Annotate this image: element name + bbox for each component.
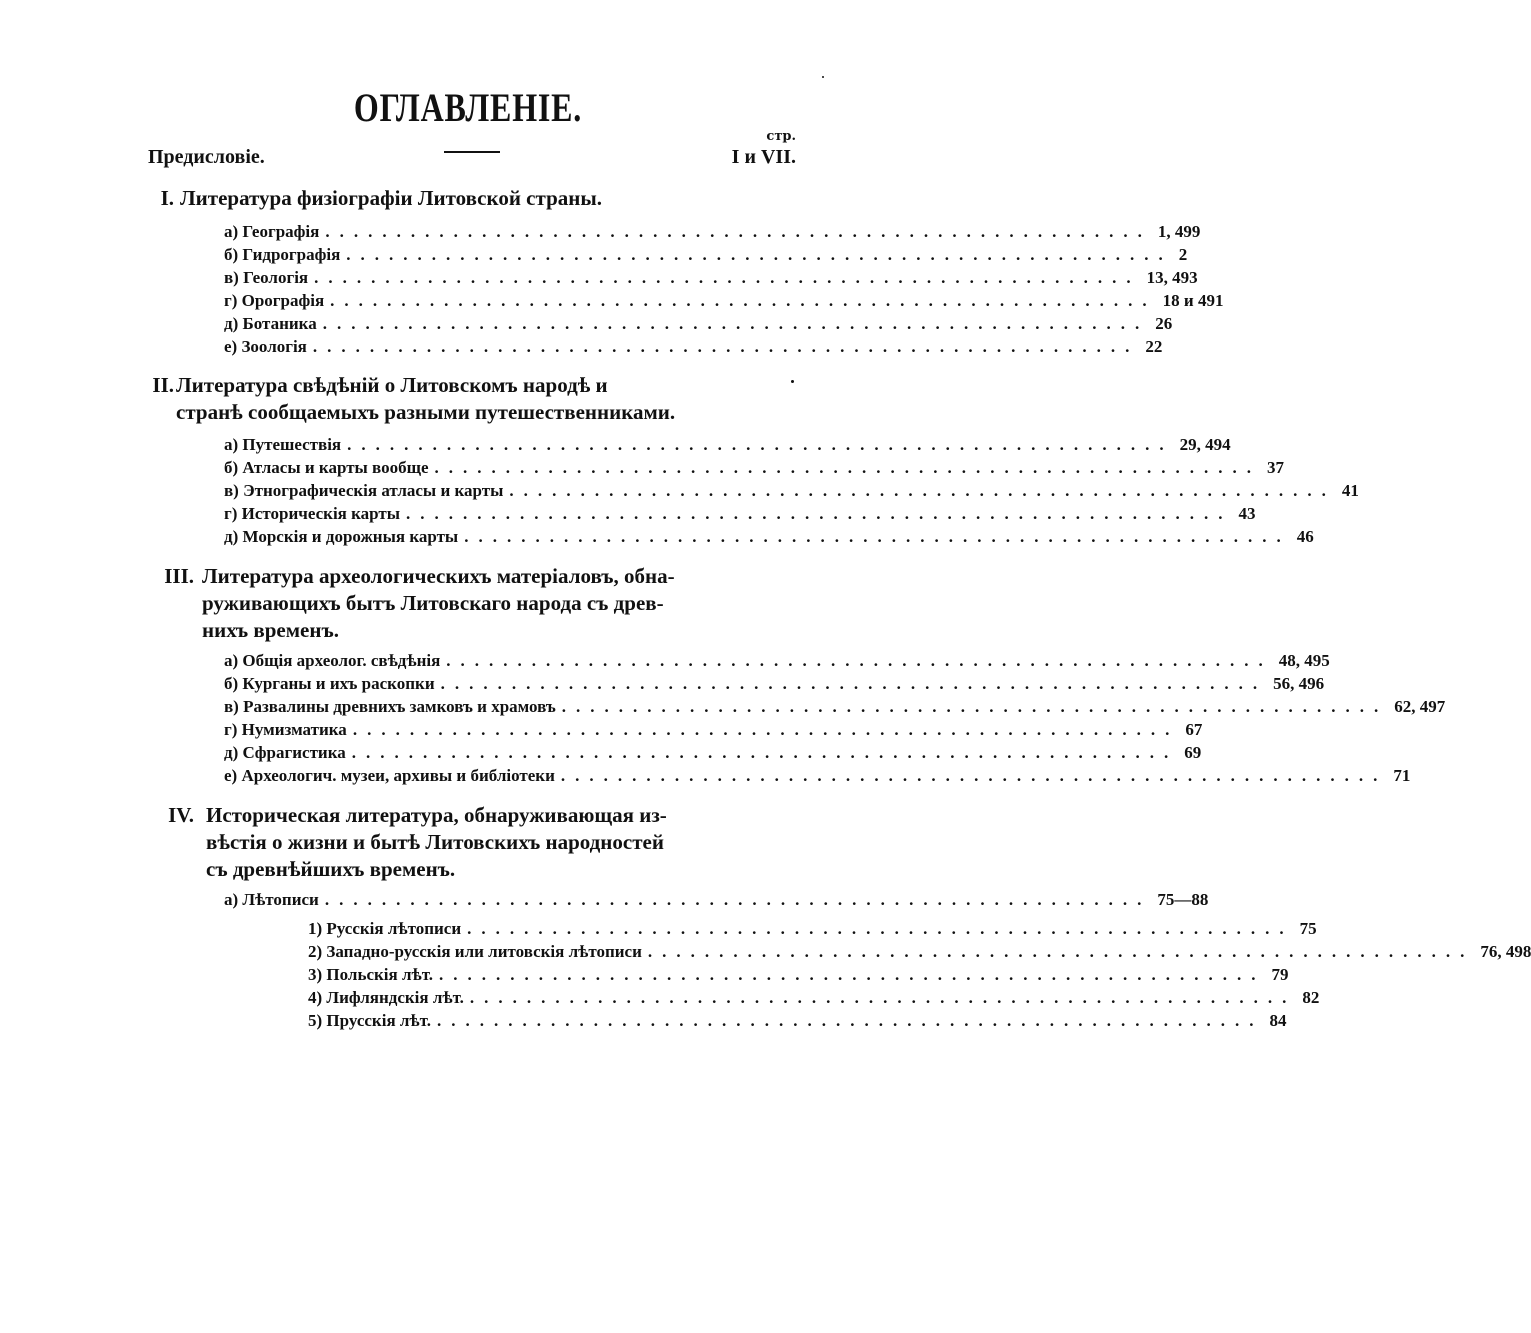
toc-entry-label: в) Этнографическія атласы и карты bbox=[224, 481, 504, 500]
toc-entry-pages: 67 bbox=[1185, 720, 1203, 739]
toc-entry-label: е) Зоологія bbox=[224, 337, 307, 356]
leader-dots: .......................................................... bbox=[440, 674, 1268, 693]
leader-dots: .......................................................... bbox=[647, 942, 1475, 961]
toc-entry-label: б) Атласы и карты вообще bbox=[224, 458, 429, 477]
toc-entry-label: г) Историческія карты bbox=[224, 504, 401, 523]
toc-entry-label: д) Морскія и дорожныя карты bbox=[224, 527, 459, 546]
leader-dots: .......................................................... bbox=[560, 766, 1388, 785]
toc-entry bbox=[224, 890, 1209, 912]
toc-entry bbox=[224, 245, 1188, 267]
toc-entry bbox=[224, 222, 1201, 244]
stray-ink-mark bbox=[822, 76, 824, 78]
section-number: I. bbox=[160, 186, 174, 210]
toc-entry-pages: 71 bbox=[1393, 766, 1411, 785]
toc-entry bbox=[224, 527, 1314, 549]
leader-dots: .......................................................... bbox=[561, 697, 1389, 716]
toc-entry-label: а) Путешествія bbox=[224, 435, 342, 454]
toc-subentry bbox=[308, 1011, 1287, 1033]
section-heading-line: съ древнѣйшихъ временъ. bbox=[206, 857, 456, 881]
preface-rule bbox=[444, 151, 500, 153]
toc-entry-pages: 22 bbox=[1145, 337, 1163, 356]
toc-entry-label: а) Географія bbox=[224, 222, 320, 241]
toc-entry bbox=[224, 674, 1325, 696]
toc-entry bbox=[224, 435, 1231, 457]
leader-dots: .......................................................... bbox=[406, 504, 1233, 523]
toc-entry bbox=[224, 743, 1202, 765]
toc-entry-pages: 56, 496 bbox=[1273, 674, 1325, 693]
toc-entry-label: д) Ботаника bbox=[224, 314, 317, 333]
leader-dots: .......................................................... bbox=[469, 988, 1297, 1007]
toc-entry bbox=[224, 314, 1173, 336]
toc-entry-pages: 75 bbox=[1299, 919, 1317, 938]
leader-dots: .......................................................... bbox=[347, 435, 1174, 454]
leader-dots: .......................................................... bbox=[464, 527, 1291, 546]
toc-subentry bbox=[308, 919, 1317, 941]
toc-entry bbox=[224, 504, 1256, 526]
toc-entry-label: а) Лѣтописи bbox=[224, 890, 319, 909]
leader-dots: .......................................................... bbox=[352, 720, 1180, 739]
toc-entry-label: в) Геологія bbox=[224, 268, 309, 287]
toc-entry-pages: 43 bbox=[1238, 504, 1256, 523]
toc-entry-label: д) Сфрагистика bbox=[224, 743, 346, 762]
leader-dots: .......................................................... bbox=[346, 245, 1173, 264]
leader-dots: .......................................................... bbox=[434, 458, 1262, 477]
toc-entry bbox=[224, 291, 1224, 313]
toc-entry-pages: 84 bbox=[1269, 1011, 1287, 1030]
toc-entry-label: е) Археологич. музеи, архивы и библіотеки bbox=[224, 766, 555, 785]
leader-dots: .......................................................... bbox=[351, 743, 1179, 762]
toc-entry-pages: 13, 493 bbox=[1146, 268, 1198, 287]
toc-entry bbox=[224, 481, 1359, 503]
toc-entry-pages: 2 bbox=[1178, 245, 1188, 264]
toc-entry-pages: 1, 499 bbox=[1157, 222, 1201, 241]
toc-entry-label: в) Развалины древнихъ замковъ и храмовъ bbox=[224, 697, 556, 716]
toc-entry bbox=[224, 651, 1330, 673]
section-number: IV. bbox=[168, 803, 194, 827]
toc-entry-label: 4) Лифляндскія лѣт. bbox=[308, 988, 464, 1007]
leader-dots: .......................................................... bbox=[324, 890, 1152, 909]
toc-entry-label: 5) Прусскія лѣт. bbox=[308, 1011, 431, 1030]
toc-entry-pages: 76, 498 bbox=[1480, 942, 1531, 961]
section-heading-line: Историческая литература, обнаруживающая из- bbox=[206, 803, 667, 827]
section-number: II. bbox=[152, 373, 174, 397]
leader-dots: .......................................................... bbox=[509, 481, 1336, 500]
toc-entry-pages: 69 bbox=[1184, 743, 1202, 762]
toc-entry-pages: 29, 494 bbox=[1179, 435, 1231, 454]
toc-entry-pages: 48, 495 bbox=[1278, 651, 1330, 670]
toc-entry-pages: 62, 497 bbox=[1394, 697, 1446, 716]
toc-entry-pages: 46 bbox=[1296, 527, 1314, 546]
page-column-label: стр. bbox=[766, 129, 796, 144]
section-heading-line: нихъ временъ. bbox=[202, 618, 339, 642]
section-heading-line: руживающихъ бытъ Литовскаго народа съ древ- bbox=[202, 591, 664, 615]
toc-subentry bbox=[308, 965, 1289, 987]
toc-entry-pages: 41 bbox=[1341, 481, 1359, 500]
leader-dots: .......................................................... bbox=[446, 651, 1273, 670]
leader-dots: .......................................................... bbox=[314, 268, 1141, 287]
toc-entry-label: б) Курганы и ихъ раскопки bbox=[224, 674, 435, 693]
leader-dots: .......................................................... bbox=[325, 222, 1152, 241]
leader-dots: .......................................................... bbox=[322, 314, 1150, 333]
toc-entry-pages: 18 и 491 bbox=[1162, 291, 1224, 310]
leader-dots: .......................................................... bbox=[330, 291, 1157, 310]
toc-entry bbox=[224, 268, 1198, 290]
toc-entry-label: б) Гидрографія bbox=[224, 245, 341, 264]
toc-entry-pages: 26 bbox=[1155, 314, 1173, 333]
section-heading-line: Литература свѣдѣній о Литовскомъ народѣ и bbox=[176, 373, 608, 397]
leader-dots: .......................................................... bbox=[312, 337, 1140, 356]
toc-subentry bbox=[308, 942, 1531, 964]
toc-entry bbox=[224, 720, 1203, 742]
toc-entry-label: 1) Русскія лѣтописи bbox=[308, 919, 462, 938]
toc-entry-pages: 37 bbox=[1267, 458, 1285, 477]
section-heading-line: Литература археологическихъ матеріаловъ, обна- bbox=[202, 564, 675, 588]
leader-dots: .......................................................... bbox=[439, 965, 1266, 984]
preface-pages: I и VII. bbox=[731, 146, 796, 168]
toc-entry bbox=[224, 766, 1411, 788]
section-number: III. bbox=[164, 564, 194, 588]
toc-entry-pages: 75—88 bbox=[1157, 890, 1209, 909]
toc-entry-label: г) Орографія bbox=[224, 291, 325, 310]
leader-dots: .......................................................... bbox=[436, 1011, 1264, 1030]
section-heading-line: вѣстія о жизни и бытѣ Литовскихъ народностей bbox=[206, 830, 664, 854]
section-heading-line: странѣ сообщаемыхъ разными путешественниками. bbox=[176, 400, 676, 424]
toc-entry bbox=[224, 337, 1163, 359]
section-heading-line: Литература физіографіи Литовской страны. bbox=[180, 186, 602, 210]
toc-entry-label: 2) Западно-русскія или литовскія лѣтописи bbox=[308, 942, 642, 961]
preface-label: Предисловіе. bbox=[148, 146, 265, 168]
toc-entry bbox=[224, 458, 1285, 480]
toc-entry-label: 3) Польскія лѣт. bbox=[308, 965, 434, 984]
toc-entry bbox=[224, 697, 1446, 719]
leader-dots: .......................................................... bbox=[467, 919, 1294, 938]
stray-ink-mark bbox=[791, 380, 794, 383]
toc-entry-label: а) Общія археолог. свѣдѣнія bbox=[224, 651, 441, 670]
page-title: ОГЛАВЛЕНІЕ. bbox=[353, 85, 583, 130]
toc-entry-label: г) Нумизматика bbox=[224, 720, 347, 739]
toc-subentry bbox=[308, 988, 1320, 1010]
toc-entry-pages: 79 bbox=[1271, 965, 1289, 984]
toc-entry-pages: 82 bbox=[1302, 988, 1320, 1007]
